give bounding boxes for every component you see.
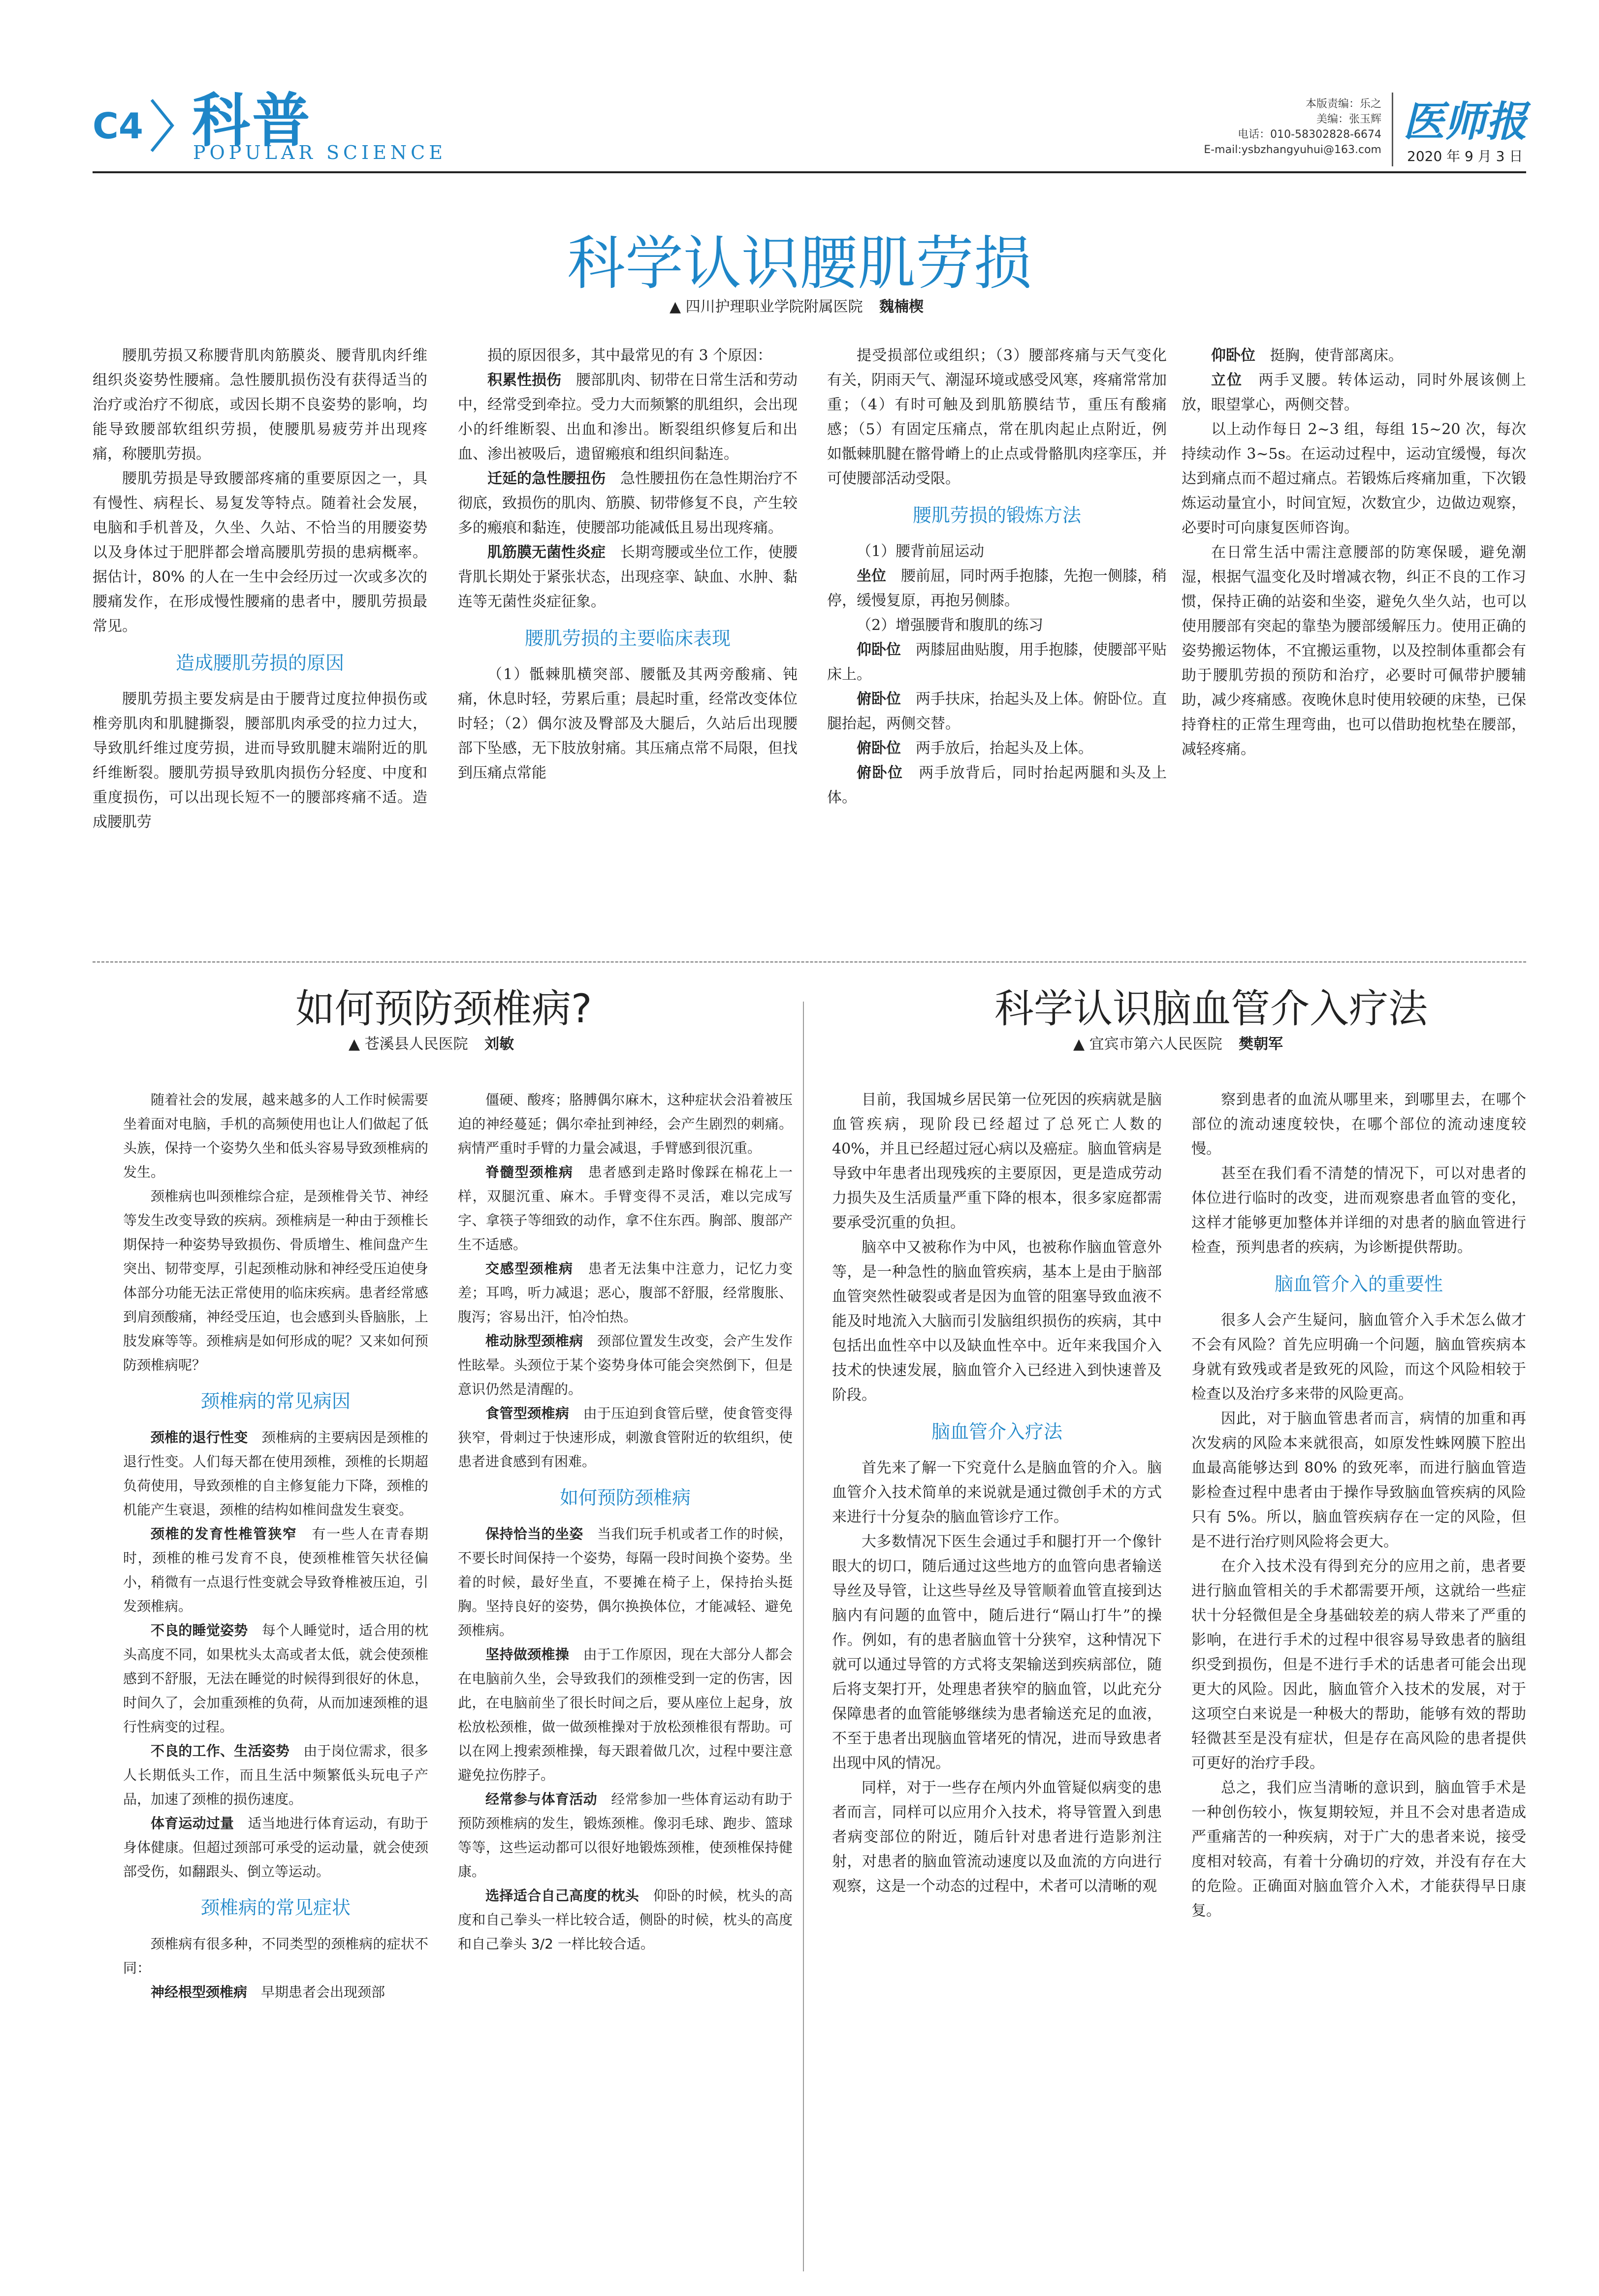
paragraph: 大多数情况下医生会通过手和腿打开一个像针眼大的切口，随后通过这些地方的血管向患者输送导丝及导管，让这些导丝及导管顺着血管直接到达脑内有问题的血管中，随后进行“隔山打牛”的操作。例如，有的患者脑血管十分狭窄，这种情况下就可以通过导管的方式将支架输送到疾病部位，随后将支架打开，处理患者狭窄的脑血管，以此充分保障患者的血管能够继续为患者输送充足的血液，不至于患者出现脑血管堵死的情况，进而导致患者出现中风的情况。 <box>832 1533 1162 1772</box>
term-text: 由于压迫到食管后壁，使食管变得狭窄，骨刺过于快速形成，刺激食管附近的软组织，使患者进食感到有困难。 <box>458 1405 793 1470</box>
section-heading: 腰肌劳损的主要临床表现 <box>524 628 731 649</box>
editor-info <box>1086 96 1381 157</box>
paragraph: 以上动作每日 2~3 组，每组 15~20 次，每次持续动作 3~5s。在运动过程中，运动宜缓慢，每次达到痛点而不超过痛点。若锻炼后疼痛加重，下次锻炼运动量宜小，时间宜短，次数宜少，边做边观察，必要时可向康复医师咨询。 <box>1182 421 1526 536</box>
term: 俯卧位 <box>857 691 901 708</box>
term: 积累性损伤 <box>487 372 561 389</box>
article3-column-1 <box>832 1088 1162 1899</box>
term: 俯卧位 <box>857 740 901 757</box>
article2-byline <box>349 1032 514 1053</box>
term: 体育运动过量 <box>151 1815 234 1831</box>
term-text: 两手叉腰。转体运动，同时外展该侧上放，眼望掌心，两侧交替。 <box>1182 372 1527 413</box>
section-heading: 脑血管介入的重要性 <box>1274 1273 1443 1295</box>
paragraph: 颈椎病也叫颈椎综合症，是颈椎骨关节、神经等发生改变导致的疾病。颈椎病是一种由于颈椎长期保持一种姿势导致损伤、骨质增生、椎间盘产生突出、韧带变厚，引起颈椎动脉和神经受压迫使身体部分功能无法正常使用的临床疾病。患者经常感到肩颈酸痛，神经受压迫，也会感到头昏脑胀，上肢发麻等等。颈椎病是如何形成的呢？又来如何预防颈椎病呢？ <box>123 1188 428 1373</box>
term-text: 腰部肌肉、韧带在日常生活和劳动中，经常受到牵拉。受力大而频繁的肌组织，会出现小的纤维断裂、出血和渗出。断裂组织修复后和出血、渗出被吸后，遗留瘢痕和组织间黏连。 <box>458 372 798 463</box>
article-divider <box>93 961 1526 963</box>
term-text: 两手放后，抬起头及上体。 <box>916 740 1093 757</box>
term: 不良的睡觉姿势 <box>151 1622 248 1638</box>
masthead-logo: 医师报 <box>1403 97 1528 146</box>
paragraph: 在介入技术没有得到充分的应用之前，患者要进行脑血管相关的手术都需要开颅，这就给一些症状十分轻微但是全身基础较差的病人带来了严重的影响，在进行手术的过程中很容易导致患者的脑组织受到损伤，但是不进行手术的话患者可能会出现更大的风险。因此，脑血管介入技术的发展，对于这项空白来说是一种极大的帮助，能够有效的帮助轻微甚至是没有症状，但是存在高风险的患者提供可更好的治疗手段。 <box>1191 1558 1526 1772</box>
term-text: 挺胸，使背部离床。 <box>1270 347 1403 364</box>
paragraph <box>123 1618 428 1739</box>
paragraph <box>827 564 1167 613</box>
paragraph <box>458 1160 793 1257</box>
paragraph: 提受损部位或组织；（3）腰部疼痛与天气变化有关，阴雨天气、潮湿环境或感受风寒，疼痛常常加重；（4）有时可触及到肌筋膜结节，重压有酸痛感；（5）有固定压痛点，常在肌肉起止点附近，例如骶棘肌腱在髂骨嵴上的止点或骨骼肌肉痉挛压，并可使腰部活动受限。 <box>827 347 1167 487</box>
term: 颈椎的发育性椎管狭窄 <box>151 1526 297 1542</box>
paragraph: 在日常生活中需注意腰部的防寒保暖，避免潮湿，根据气温变化及时增减衣物，纠正不良的工作习惯，保持正确的站姿和坐姿，避免久坐久站，也可以使用腰部有突起的靠垫为腰部缓解压力。使用正确的姿势搬运物体，不宜搬运重物，以及控制体重都会有助于腰肌劳损的预防和治疗，必要时可佩带护腰辅助，减少疼痛感。夜晚休息时使用较硬的床垫，已保持脊柱的正常生理弯曲，也可以借助抱枕垫在腰部，减轻疼痛。 <box>1182 544 1526 758</box>
paragraph <box>458 368 798 467</box>
article1-byline-org: ▲ 四川护理职业学院附属医院 <box>670 298 863 315</box>
term: 肌筋膜无菌性炎症 <box>487 544 606 561</box>
term-text: 两手扶床，抬起头及上体。俯卧位。直腿抬起，两侧交替。 <box>827 691 1167 732</box>
article2-byline-org: ▲ 苍溪县人民医院 <box>349 1036 468 1053</box>
paragraph <box>458 1787 793 1884</box>
paragraph <box>123 1425 428 1522</box>
paragraph <box>458 1401 793 1474</box>
section-heading: 脑血管介入疗法 <box>931 1421 1062 1443</box>
article1-column-2 <box>458 344 798 786</box>
editor-line: 本版责编：乐之 <box>1305 98 1381 110</box>
term-text: 颈椎病的主要病因是颈椎的退行性变。人们每天都在使用颈椎，颈椎的长期超负荷使用，导致颈椎的自主修复能力下降，颈椎的机能产生衰退，颈椎的结构如椎间盘发生衰变。 <box>123 1429 428 1518</box>
phone-line: 电话：010-58302828-6674 <box>1238 128 1381 141</box>
article1-column-1 <box>93 344 427 835</box>
term: 选择适合自己高度的枕头 <box>485 1887 640 1904</box>
term: 俯卧位 <box>857 764 903 782</box>
section-title: 科普 <box>192 87 313 155</box>
paragraph: 很多人会产生疑问，脑血管介入手术怎么做才不会有风险？首先应明确一个问题，脑血管疾病本身就有致残或者是致死的风险，而这个风险相较于检查以及治疗多来带的风险更高。 <box>1191 1312 1526 1403</box>
term: 经常参与体育活动 <box>485 1791 598 1807</box>
article2-column-2 <box>458 1088 793 1956</box>
term-text: 颈部位置发生改变，会产生发作性眩晕。头颈位于某个姿势身体可能会突然倒下，但是意识仍然是清醒的。 <box>458 1333 793 1397</box>
term: 脊髓型颈椎病 <box>485 1164 574 1180</box>
term: 不良的工作、生活姿势 <box>151 1743 290 1759</box>
article1-title: 科学认识腰肌劳损 <box>567 229 1032 297</box>
term: 神经根型颈椎病 <box>151 1984 248 2000</box>
paragraph <box>827 687 1167 736</box>
article1-byline <box>670 294 924 316</box>
term: 交感型颈椎病 <box>485 1260 574 1277</box>
paragraph <box>458 1257 793 1329</box>
term-text: 每个人睡觉时，适合用的枕头高度不同，如果枕头太高或者太低，就会使颈椎感到不舒服，无法在睡觉的时候得到很好的休息，时间久了，会加重颈椎的负荷，从而加速颈椎的退行性病变的过程。 <box>123 1622 428 1735</box>
section-heading: 造成腰肌劳损的原因 <box>175 652 344 674</box>
term-text: 长期弯腰或坐位工作，使腰背肌长期处于紧张状态，出现痉挛、缺血、水肿、黏连等无菌性炎症征象。 <box>458 544 798 610</box>
term: 颈椎的退行性变 <box>151 1429 248 1446</box>
column-separator <box>803 1002 804 2271</box>
paragraph <box>123 1811 428 1884</box>
term: 立位 <box>1211 372 1243 389</box>
term-text: 有一些人在青春期时，颈椎的椎弓发育不良，使颈椎椎管矢状径偏小，稍微有一点退行性变就会导致脊椎被压迫，引发颈椎病。 <box>123 1526 428 1614</box>
paragraph <box>458 540 798 614</box>
paragraph: 目前，我国城乡居民第一位死因的疾病就是脑血管疾病，现阶段已经超过了总死亡人数的 40%，并且已经超过冠心病以及癌症。脑血管病是导致中年患者出现残疾的主要原因，更是造成劳动力损失及生活质量严重下降的根本，很多家庭都需要承受沉重的负担。 <box>832 1091 1162 1231</box>
email-line: E-mail:ysbzhangyuhui@163.com <box>1204 144 1381 156</box>
term-text: 腰前屈，同时两手抱膝，先抱一侧膝，稍停，缓慢复原，再抱另侧膝。 <box>827 567 1167 609</box>
paragraph <box>1182 344 1526 368</box>
paragraph <box>123 1739 428 1811</box>
section-heading: 如何预防颈椎病 <box>559 1487 691 1509</box>
term: 迁延的急性腰扭伤 <box>487 470 606 487</box>
chevron-right-icon <box>148 96 177 155</box>
term: 坐位 <box>857 567 886 585</box>
term-text: 当我们玩手机或者工作的时候，不要长时间保持一个姿势，每隔一段时间换个姿势。坐着的时候，最好坐直，不要摊在椅子上，保持抬头挺胸。坚持良好的姿势，偶尔换换体位，才能减轻、避免颈椎病。 <box>458 1526 793 1638</box>
designer-line: 美编：张玉辉 <box>1316 113 1381 126</box>
article1-byline-author: 魏楠楔 <box>879 298 924 315</box>
term-text: 由于工作原因，现在大部分人都会在电脑前久坐，会导致我们的颈椎受到一定的伤害，因此，在电脑前坐了很长时间之后，要从座位上起身，放松放松颈椎，做一做颈椎操对于放松颈椎很有帮助。可以在网上搜索颈椎操，每天跟着做几次，过程中要注意避免拉伤脖子。 <box>458 1646 793 1783</box>
article3-column-2 <box>1191 1088 1526 1923</box>
section-heading: 颈椎病的常见症状 <box>200 1897 351 1919</box>
term-text: 早期患者会出现颈部 <box>261 1984 385 2000</box>
paragraph: 同样，对于一些存在颅内外血管疑似病变的患者而言，同样可以应用介入技术，将导管置入到患者病变部位的附近，随后针对患者进行造影剂注射，对患者的脑血管流动速度以及血流的方向进行观察，这是一个动态的过程中，术者可以清晰的观 <box>832 1779 1162 1895</box>
term-text: 仰卧的时候，枕头的高度和自己拳头一样比较合适，侧卧的时候，枕头的高度和自己拳头 3/2 一样比较合适。 <box>458 1887 793 1952</box>
section-heading: 颈椎病的常见病因 <box>200 1390 351 1412</box>
term-text: 两手放背后，同时抬起两腿和头及上体。 <box>827 764 1167 806</box>
paragraph: 损的原因很多，其中最常见的有 3 个原因： <box>487 347 772 364</box>
term-text: 急性腰扭伤在急性期治疗不彻底，致损伤的肌肉、筋膜、韧带修复不良，产生较多的瘢痕和黏连，使腰部功能减低且易出现疼痛。 <box>458 470 798 536</box>
term-text: 患者感到走路时像踩在棉花上一样，双腿沉重、麻木。手臂变得不灵活，难以完成写字、拿筷子等细致的动作，拿不住东西。胸部、腹部产生不适感。 <box>458 1164 793 1253</box>
article3-title: 科学认识脑血管介入疗法 <box>994 986 1428 1032</box>
article1-column-3 <box>827 344 1167 810</box>
article2-title: 如何预防颈椎病? <box>295 986 592 1032</box>
paragraph: 腰肌劳损是导致腰部疼痛的重要原因之一，具有慢性、病程长、易复发等特点。随着社会发展，电脑和手机普及，久坐、久站、不恰当的用腰姿势以及身体过于肥胖都会增高腰肌劳损的患病概率。据估计，80% 的人在一生中会经历过一次或多次的腰痛发作，在形成慢性腰痛的患者中，腰肌劳损最常见。 <box>93 470 427 635</box>
term-text: 患者无法集中注意力，记忆力变差；耳鸣，听力减退；恶心，腹部不舒服，经常腹胀、腹泻；容易出汗，怕冷怕热。 <box>458 1260 793 1325</box>
page-number: C4 <box>93 105 143 147</box>
paragraph <box>1182 368 1526 417</box>
paragraph: 腰肌劳损主要发病是由于腰背过度拉伸损伤或椎旁肌肉和肌腱撕裂，腰部肌肉承受的拉力过大，导致肌纤维过度劳损，进而导致肌腱末端附近的肌纤维断裂。腰肌劳损导致肌肉损伤分轻度、中度和重度损伤，可以出现长短不一的腰部疼痛不适。造成腰肌劳 <box>93 691 427 831</box>
paragraph: 腰肌劳损又称腰背肌肉筋膜炎、腰背肌肉纤维组织炎姿势性腰痛。急性腰肌损伤没有获得适当的治疗或治疗不彻底，或因长期不良姿势的影响，均能导致腰部软组织劳损，使腰肌易疲劳并出现疼痛，称腰肌劳损。 <box>93 347 427 463</box>
term: 仰卧位 <box>857 641 901 659</box>
paragraph <box>458 1329 793 1401</box>
paragraph <box>458 1642 793 1787</box>
issue-date: 2020 年 9 月 3 日 <box>1407 148 1523 164</box>
term-text: 经常参加一些体育运动有助于预防颈椎病的发生，锻炼颈椎。像羽毛球、跑步、篮球等等，这些运动都可以很好地锻炼颈椎，使颈椎保持健康。 <box>458 1791 793 1880</box>
article3-byline-org: ▲ 宜宾市第六人民医院 <box>1073 1036 1222 1053</box>
paragraph <box>827 638 1167 687</box>
header-rule <box>93 171 1526 173</box>
section-heading: 腰肌劳损的锻炼方法 <box>912 504 1081 526</box>
article2-byline-author: 刘敏 <box>484 1036 514 1053</box>
term: 仰卧位 <box>1211 347 1255 364</box>
paragraph <box>458 1884 793 1956</box>
paragraph: 颈椎病有很多种，不同类型的颈椎病的症状不同： <box>123 1936 428 1976</box>
paragraph: 甚至在我们看不清楚的情况下，可以对患者的体位进行临时的改变，进而观察患者血管的变化，这样才能够更加整体并详细的对患者的脑血管进行检查，预判患者的疾病，为诊断提供帮助。 <box>1191 1165 1526 1256</box>
paragraph: 察到患者的血流从哪里来，到哪里去，在哪个部位的流动速度较快，在哪个部位的流动速度较慢。 <box>1191 1091 1526 1158</box>
term: 食管型颈椎病 <box>485 1405 570 1421</box>
paragraph: 僵硬、酸疼；胳膊偶尔麻木，这种症状会沿着被压迫的神经蔓延；偶尔牵扯到神经，会产生剧烈的刺痛。病情严重时手臂的力量会减退，手臂感到很沉重。 <box>458 1092 793 1156</box>
article3-byline <box>1073 1032 1283 1053</box>
article3-byline-author: 樊朝军 <box>1239 1036 1283 1053</box>
paragraph <box>827 736 1167 761</box>
term-text: 两膝屈曲贴腹，用手抱膝，使腰部平贴床上。 <box>827 641 1167 683</box>
paragraph <box>458 467 798 540</box>
paragraph <box>458 1522 793 1642</box>
list-item: （2）增强腰背和腹肌的练习 <box>857 617 1044 634</box>
paragraph: 总之，我们应当清晰的意识到，脑血管手术是一种创伤较小，恢复期较短，并且不会对患者造成严重痛苦的一种疾病，对于广大的患者来说，接受度相对较高，有着十分确切的疗效，并没有存在大的危险。正确面对脑血管介入术，才能获得早日康复。 <box>1191 1779 1526 1919</box>
paragraph: （1）骶棘肌横突部、腰骶及其两旁酸痛、钝痛，休息时轻，劳累后重；晨起时重，经常改变体位时轻；（2）偶尔波及臀部及大腿后，久站后出现腰部下坠感，无下肢放射痛。其压痛点常不局限，但找到压痛点常能 <box>458 666 798 782</box>
header-divider <box>1392 93 1393 166</box>
paragraph: 因此，对于脑血管患者而言，病情的加重和再次发病的风险本来就很高，如原发性蛛网膜下腔出血最高能够达到 80% 的致死率，而进行脑血管造影检查过程中患者由于操作导致脑血管疾病的风险只有 5%。所以，脑血管疾病存在一定的风险，但是不进行治疗则风险将会更大。 <box>1191 1410 1526 1550</box>
section-subtitle: POPULAR SCIENCE <box>193 142 447 163</box>
paragraph: 首先来了解一下究竟什么是脑血管的介入。脑血管介入技术简单的来说就是通过微创手术的方式来进行十分复杂的脑血管诊疗工作。 <box>832 1459 1162 1526</box>
term: 椎动脉型颈椎病 <box>485 1333 583 1349</box>
paragraph <box>123 1980 428 2004</box>
term-text: 由于岗位需求，很多人长期低头工作，而且生活中频繁低头玩电子产品，加速了颈椎的损伤速度。 <box>123 1743 428 1807</box>
paragraph: 脑卒中又被称作为中风，也被称作脑血管意外等，是一种急性的脑血管疾病，基本上是由于脑部血管突然性破裂或者是因为血管的阻塞导致血液不能及时地流入大脑而引发脑组织损伤的疾病，其中包括出血性卒中以及缺血性卒中。近年来我国介入技术的快速发展，脑血管介入已经进入到快速普及阶段。 <box>832 1239 1162 1404</box>
paragraph <box>123 1522 428 1618</box>
article1-column-4 <box>1182 344 1526 762</box>
list-item: （1）腰背前屈运动 <box>857 543 985 560</box>
paragraph <box>827 761 1167 810</box>
paragraph: 随着社会的发展，越来越多的人工作时候需要坐着面对电脑，手机的高频使用也让人们做起了低头族，保持一个姿势久坐和低头容易导致颈椎病的发生。 <box>123 1092 428 1180</box>
article2-column-1 <box>123 1088 428 2004</box>
term: 坚持做颈椎操 <box>485 1646 570 1663</box>
term: 保持恰当的坐姿 <box>485 1526 583 1542</box>
term-text: 适当地进行体育运动，有助于身体健康。但超过颈部可承受的运动量，就会使颈部受伤，如翻跟头、倒立等运动。 <box>123 1815 428 1880</box>
